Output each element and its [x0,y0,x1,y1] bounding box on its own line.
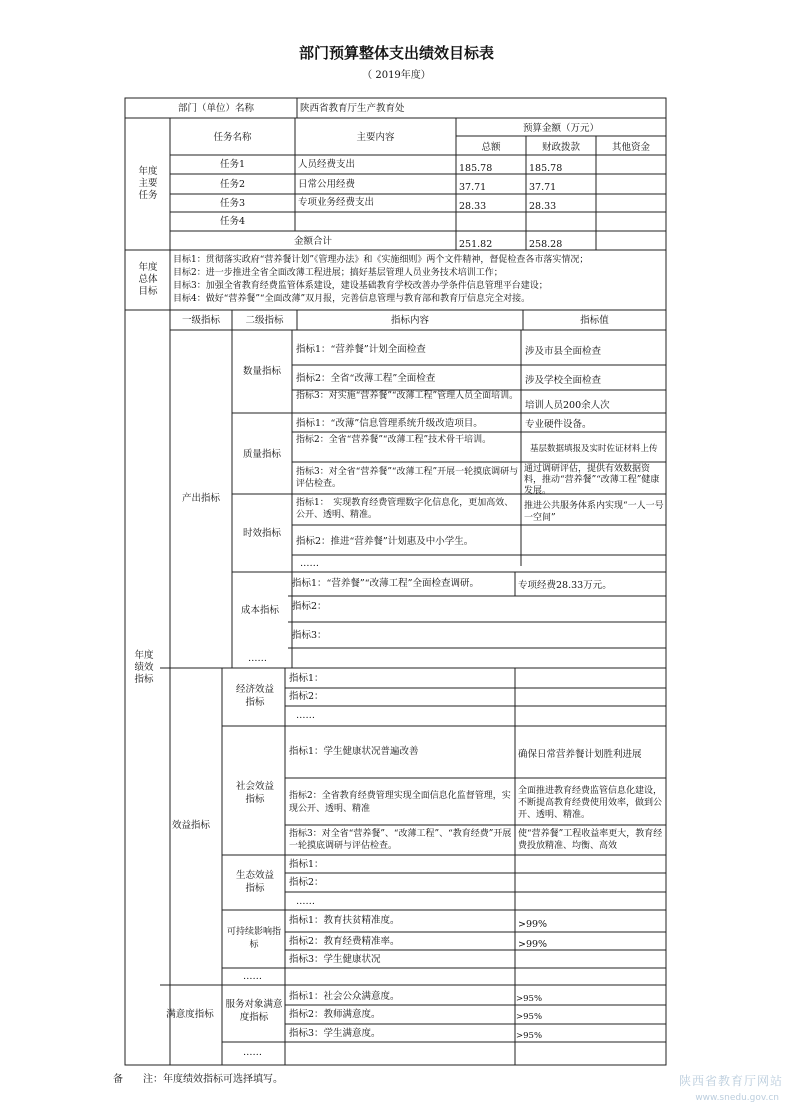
timeliness-label: 时效指标 [242,528,281,539]
task-row-total: 185.78 [459,163,493,174]
quantity-2-value: 涉及学校全面检查 [525,375,602,386]
budget-header: 预算金额（万元） [522,123,599,134]
economic-label: 经济效益指标 [235,684,274,708]
ellipsis: …… [243,1047,262,1058]
timeliness-1: 指标1： 实现教育经费管理数字化信息化，更加高效、公开、透明、精准。 [296,498,514,520]
quantity-3-value: 培训人员200余人次 [525,400,610,411]
task-row-name: 任务1 [219,159,246,170]
sustainable-2: 指标2：教育经费精准率。 [289,936,400,947]
sum-fiscal: 258.28 [529,239,563,250]
sustainable-1: 指标1：教育扶贫精准度。 [289,915,400,926]
task-row-content: 人员经费支出 [298,159,356,170]
timeliness-1-value: 推进公共服务体系内实现“一人一号一空间” [524,501,664,523]
cost-1-value: 专项经费28.33万元。 [518,580,612,591]
value-header: 指标值 [580,315,609,326]
watermark: 陕西省教育厅网站 [678,1074,783,1088]
service-2: 指标2：教师满意度。 [289,1009,381,1020]
footnote: 备 注：年度绩效指标可选择填写。 [113,1074,283,1085]
sustainable-3: 指标3：学生健康状况 [289,954,381,965]
service-3-value: >95% [516,1031,543,1041]
quality-2-value: 基层数据填报及实时佐证材料上传 [530,444,658,454]
year-subtitle: （ 2019年度） [362,70,431,81]
service-2-value: >95% [516,1012,543,1022]
dept-label: 部门（单位）名称 [178,103,255,114]
task-row-name: 任务3 [219,198,246,209]
task-content-header: 主要内容 [356,132,395,143]
sum-total: 251.82 [459,239,493,250]
quantity-label: 数量指标 [242,366,281,377]
timeliness-2: 指标2：推进“营养餐”计划惠及中小学生。 [296,536,474,547]
ellipsis: …… [300,558,319,569]
cost-1: 指标1：“营养餐”“改薄工程”全面检查调研。 [292,578,479,589]
economic-2: 指标2： [289,691,324,702]
other-header: 其他资金 [611,142,650,153]
output-label: 产出指标 [181,493,220,504]
task-row-content: 专项业务经费支出 [298,197,375,208]
task-name-header: 任务名称 [213,132,252,143]
goal-line: 目标2：进一步推进全省全面改薄工程进展；搞好基层管理人员业务技术培训工作； [173,268,503,278]
goals-section-label: 年度总体目标 [138,262,158,297]
satisfaction-label: 满意度指标 [166,1009,214,1020]
benefit-label: 效益指标 [171,820,210,831]
sum-label: 金额合计 [293,236,332,247]
quantity-1-value: 涉及市县全面检查 [525,346,602,357]
total-header: 总额 [481,142,501,153]
cost-label: 成本指标 [240,605,279,616]
task-row-name: 任务2 [219,179,246,190]
task-row-total: 37.71 [459,182,487,193]
quality-2: 指标2：全省“营养餐”“改薄工程”技术骨干培训。 [296,435,492,445]
quality-1-value: 专业硬件设备。 [525,419,592,430]
task-section-label: 年度主要任务 [138,166,158,201]
quality-3: 指标3：对全省“营养餐”“改薄工程”开展一轮摸底调研与评估检查。 [296,467,519,489]
quality-3-value: 通过调研评估，提供有效数据资料，推动“营养餐”“改薄工程”健康发展。 [524,464,660,496]
quantity-1: 指标1：“营养餐”计划全面检查 [296,344,426,355]
sustainable-2-value: >99% [518,939,548,950]
task-row-fiscal: 185.78 [529,163,563,174]
quality-label: 质量指标 [242,449,281,460]
service-1: 指标1：社会公众满意度。 [289,991,400,1002]
ellipsis: …… [248,653,267,664]
economic-1: 指标1： [289,673,324,684]
goal-line: 目标3：加强全省教育经费监管体系建设，建设基础教育学校改善办学条件信息管理平台建设； [173,281,548,291]
perf-section-label: 年度绩效指标 [134,650,154,685]
dept-value: 陕西省教育厅生产教育处 [300,103,405,114]
service-1-value: >95% [516,994,543,1004]
social-2: 指标2：全省教育经费管理实现全面信息化监督管理，实现公开、透明、精准 [289,791,511,814]
sustainable-1-value: >99% [518,919,548,930]
social-label: 社会效益指标 [235,781,274,805]
social-3-value: 使“营养餐”工程收益率更大，教育经费投放精准、均衡、高效 [518,829,663,851]
ecological-2: 指标2： [289,877,324,888]
cost-3: 指标3： [292,630,327,641]
social-1-value: 确保日常营养餐计划胜利进展 [518,749,642,760]
quantity-2: 指标2：全省“改薄工程”全面检查 [296,373,436,384]
task-row-name: 任务4 [219,216,246,227]
social-1: 指标1：学生健康状况普遍改善 [289,746,419,757]
social-2-value: 全面推进教育经费监管信息化建设，不断提高教育经费使用效率，做到公开、透明、精准。 [518,786,663,820]
social-3: 指标3：对全省“营养餐”、“改薄工程”、“教育经费”开展一轮摸底调研与评估检查。 [289,829,512,851]
ecological-label: 生态效益指标 [235,870,274,894]
level1-header: 一级指标 [181,315,220,326]
quality-1: 指标1：“改薄”信息管理系统升级改造项目。 [296,418,483,429]
watermark-url: www.snedu.gov.cn [695,1093,779,1103]
page-title: 部门预算整体支出绩效目标表 [298,44,494,62]
ecological-1: 指标1： [289,859,324,870]
fiscal-header: 财政拨款 [541,142,580,153]
cost-2: 指标2： [292,601,327,612]
goal-line: 目标1：贯彻落实政府“营养餐计划”《管理办法》和《实施细则》两个文件精神，督促检查各市落实情况； [173,255,589,265]
task-row-fiscal: 37.71 [529,182,557,193]
service-3: 指标3：学生满意度。 [289,1028,381,1039]
goal-line: 目标4：做好“营养餐”“全面改薄”双月报，完善信息管理与教育部和教育厅信息完全对接。 [173,294,531,304]
content-header: 指标内容 [390,315,429,326]
task-row-fiscal: 28.33 [529,201,557,212]
task-row-total: 28.33 [459,201,487,212]
service-label: 服务对象满意度指标 [225,999,283,1023]
task-row-content: 日常公用经费 [298,179,356,190]
sustainable-label: 可持续影响指标 [226,927,281,950]
quantity-3: 指标3：对实施“营养餐”“改薄工程”管理人员全面培训。 [296,391,519,401]
level2-header: 二级指标 [245,315,284,326]
ellipsis: …… [296,710,315,721]
ellipsis: …… [243,971,262,982]
ellipsis: …… [296,896,315,907]
